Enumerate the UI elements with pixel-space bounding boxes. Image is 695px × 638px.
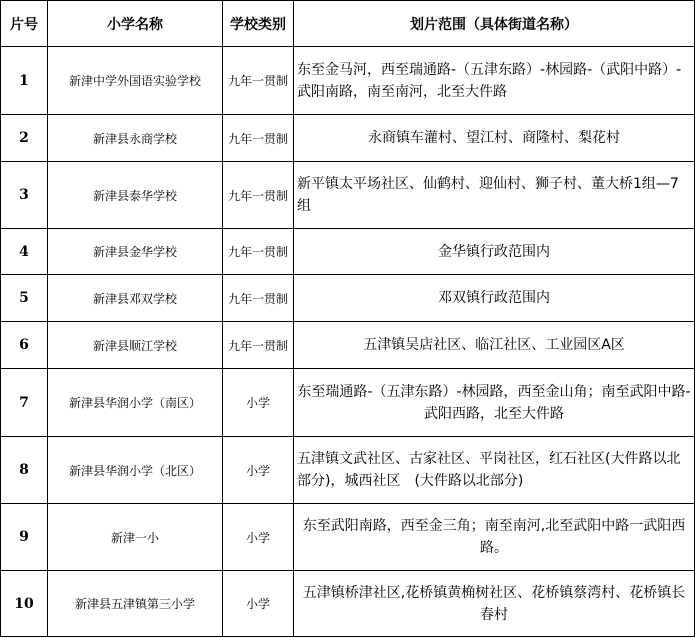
- row-num: 10: [1, 571, 48, 637]
- row-num: 1: [1, 47, 48, 115]
- table-row: [1, 229, 695, 275]
- row-district-range: 邓双镇行政范围内: [294, 275, 695, 322]
- row-school-type: 小学: [223, 369, 294, 437]
- header-row: [1, 1, 695, 47]
- row-num: 7: [1, 369, 48, 437]
- table-row: [1, 275, 695, 322]
- row-school-name: 新津县邓双学校: [48, 275, 223, 322]
- row-district-range: 东至金马河，西至瑞通路-（五津东路）-林园路-（武阳中路）-武阳南路，南至南河，北至大件路: [294, 47, 695, 115]
- row-district-range: 东至武阳南路，西至金三角；南至南河,北至武阳中路一武阳西路。: [294, 504, 695, 571]
- row-school-type: 小学: [223, 504, 294, 571]
- header-school-type: 学校类别: [223, 1, 294, 47]
- row-school-name: 新津县顺江学校: [48, 322, 223, 369]
- table-row: [1, 322, 695, 369]
- table-row: [1, 47, 695, 115]
- row-school-type: 小学: [223, 437, 294, 504]
- row-school-type: 九年一贯制: [223, 47, 294, 115]
- row-school-name: 新津县金华学校: [48, 229, 223, 275]
- row-school-name: 新津县华润小学（南区）: [48, 369, 223, 437]
- row-school-type: 九年一贯制: [223, 229, 294, 275]
- row-num: 4: [1, 229, 48, 275]
- header-num: 片号: [1, 1, 48, 47]
- row-school-type: 九年一贯制: [223, 162, 294, 229]
- row-school-type: 九年一贯制: [223, 275, 294, 322]
- row-num: 2: [1, 115, 48, 162]
- row-num: 6: [1, 322, 48, 369]
- row-district-range: 东至瑞通路-（五津东路）-林园路，西至金山角；南至武阳中路-武阳西路，北至大件路: [294, 369, 695, 437]
- row-school-name: 新津中学外国语实验学校: [48, 47, 223, 115]
- table-row: [1, 369, 695, 437]
- table-row: [1, 162, 695, 229]
- row-district-range: 五津镇文武社区、古家社区、平岗社区，红石社区(大件路以北部分)，城西社区 (大件路以北部分): [294, 437, 695, 504]
- row-district-range: 新平镇太平场社区、仙鹤村、迎仙村、狮子村、董大桥1组—7组: [294, 162, 695, 229]
- row-num: 3: [1, 162, 48, 229]
- row-school-name: 新津县永商学校: [48, 115, 223, 162]
- row-num: 9: [1, 504, 48, 571]
- row-num: 5: [1, 275, 48, 322]
- table-row: [1, 571, 695, 637]
- row-district-range: 永商镇车灌村、望江村、商隆村、梨花村: [294, 115, 695, 162]
- row-school-name: 新津县五津镇第三小学: [48, 571, 223, 637]
- row-school-name: 新津一小: [48, 504, 223, 571]
- row-school-type: 九年一贯制: [223, 115, 294, 162]
- row-district-range: 五津镇吴店社区、临江社区、工业园区A区: [294, 322, 695, 369]
- row-school-name: 新津县泰华学校: [48, 162, 223, 229]
- row-district-range: 五津镇桥津社区,花桥镇黄桷树社区、花桥镇蔡湾村、花桥镇长春村: [294, 571, 695, 637]
- row-num: 8: [1, 437, 48, 504]
- table-row: [1, 115, 695, 162]
- row-school-type: 小学: [223, 571, 294, 637]
- header-district-range: 划片范围（具体街道名称）: [294, 1, 695, 47]
- table-row: [1, 504, 695, 571]
- row-school-type: 九年一贯制: [223, 322, 294, 369]
- header-school-name: 小学名称: [48, 1, 223, 47]
- row-school-name: 新津县华润小学（北区）: [48, 437, 223, 504]
- row-district-range: 金华镇行政范围内: [294, 229, 695, 275]
- table-row: [1, 437, 695, 504]
